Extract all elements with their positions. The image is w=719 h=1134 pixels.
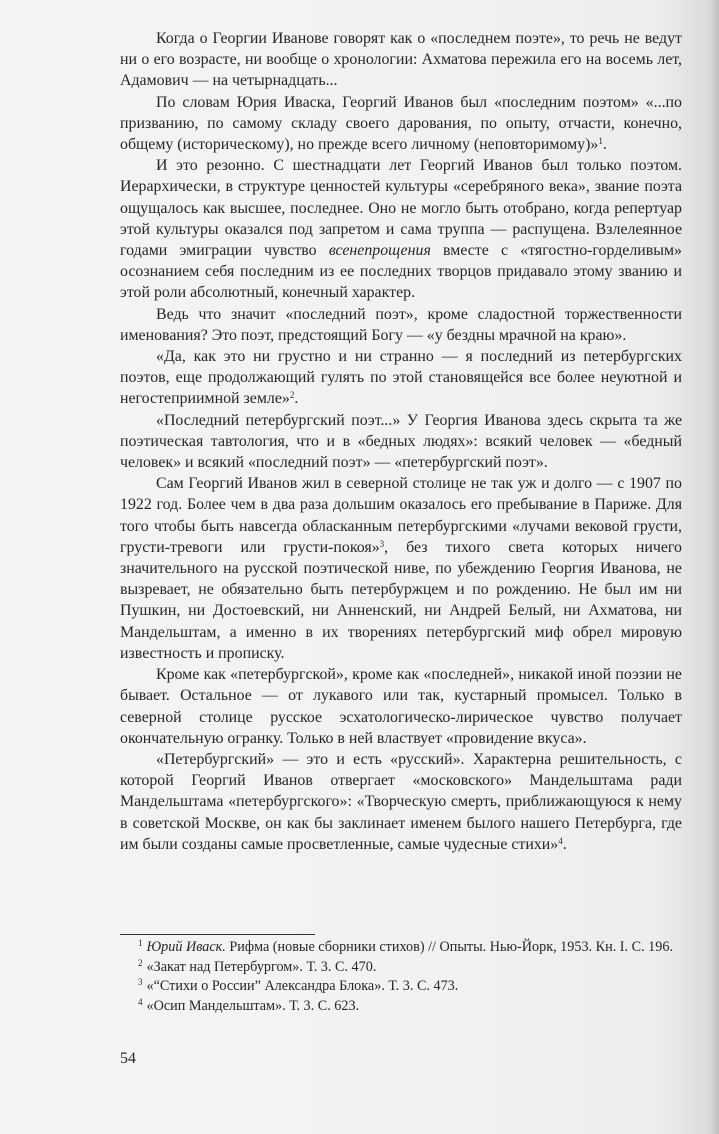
text-run: Сам Георгий Иванов жил в северной столице не так уж и долго — с 1907 по 1922 год. Более чем в два раза дольшим оказалось его пребывание в Париже. Для того чтобы быть навсегда обласканным петербургскими «лучами вековой грусти, грусти-тревоги или грусти-покоя» [120,475,682,556]
footnote-number: 2 [138,957,143,968]
footnotes [120,938,682,1016]
text-run: Когда о Георгии Иванове говорят как о «последнем поэте», то речь не ведут ни о его возрасте, ни вообще о хронологии: Ахматова пережила его на восемь лет, Адамович — на четырнадцать... [120,30,682,90]
text-run: По словам Юрия Иваска, Георгий Иванов был «последним поэтом» «...по призванию, по самому складу своего дарования, по опыту, отчасти, конечно, общему (историческому), но прежде всего личному (неповторимому)» [120,93,682,154]
footnote-reference: 1 [598,136,603,147]
footnote-reference: 4 [558,835,563,846]
footnote [120,977,682,997]
paragraph [120,304,682,346]
footnote [120,997,682,1017]
text-run: . [294,390,299,408]
footnote-number: 3 [138,977,143,988]
paragraph [120,664,682,749]
footnote [120,958,682,978]
text-run: Ведь что значит «последний поэт», кроме сладостной торжественности именования? Это поэт, предстоящий Богу — «у бездны мрачной на краю». [120,305,682,344]
footnote-separator [120,934,315,935]
text-run: «“Стихи о России” Александра Блока». Т. 3. С. 473. [146,978,459,995]
main-text [120,28,682,855]
footnote-number: 4 [138,996,143,1007]
text-run: «Последний петербургский поэт...» У Георгия Иванова здесь скрыта та же поэтическая тавтология, что и в «бедных людях»: всякий человек — «бедный человек» и всякий «последний поэт» — «петербургский поэт». [120,411,682,472]
footnote-reference: 2 [289,390,295,401]
paragraph [120,749,682,855]
italic-text: всенепрощения [328,242,431,260]
paragraph [120,155,682,303]
text-run: . [602,136,607,154]
text-run: «Да, как это ни грустно и ни странно — я последний из петербургских поэтов, еще продолжающий гулять по этой становящейся все более неуютной и негостеприимной земле» [120,348,682,408]
paragraph [120,28,682,92]
text-run: «Осип Мандельштам». Т. 3. С. 623. [146,997,360,1014]
paragraph [120,473,682,664]
paragraph [120,346,682,410]
text-run: . [562,835,567,853]
page-gutter-shadow [709,0,719,1134]
paragraph [120,92,682,156]
text-run: , без тихого света которых ничего значительного на русской поэтической ниве, по убеждению Георгия Иванова, не вызревает, не обязательно быть петербуржцем и по рождению. Не был им ни Пушкин, ни Достоевский, ни Анненский, ни Андрей Белый, ни Ахматова, ни Мандельштам, а именно в их творениях петербургский миф обрел мировую известность и прописку. [120,538,682,662]
text-run: «Петербургский» — это и есть «русский». Характерна решительность, с которой Георгий Иванов отвергает «московского» Мандельштама ради Мандельштама «петербургского»: «Творческую смерть, приближающуюся к нему в советской Москве, он как бы заклинает именем былого нашего Петербурга, где им были созданы самые просветленные, самые чудесные стихи» [120,750,682,853]
text-run: И это резонно. С шестнадцати лет Георгий Иванов был только поэтом. Иерархически, в структуре ценностей культуры «серебряного века», звание поэта ощущалось как высшее, последнее. Оно не могло быть отобрано, когда репертуар этой культуры оказался под запретом и сама труппа — распущена. Взлелеянное годами эмиграции чувство [120,157,682,260]
footnote-reference: 3 [379,538,385,549]
text-run: Рифма (новые сборники стихов) // Опыты. Нью-Йорк, 1953. Кн. I. С. 196. [225,939,674,955]
text-run: «Закат над Петербургом». Т. 3. С. 470. [146,958,377,975]
italic-text: Юрий Иваск. [146,939,226,955]
text-run: Кроме как «петербургской», кроме как «последней», никакой иной поэзии не бывает. Остальное — от лукавого или так, кустарный промысел. Только в северной столице русское эсхатологическо-лирическое чувство получает окончательную огранку. Только в ней властвует «провидение вкуса». [120,666,682,747]
paragraph [120,410,682,474]
text-run: вместе с «тягостно-горделивым» осознанием себя последним из ее последних творцов придавало этому званию и этой роли абсолютный, конечный характер. [120,242,682,302]
footnote-number: 1 [138,938,143,948]
footnote [120,938,682,958]
page-number: 54 [120,1050,136,1067]
